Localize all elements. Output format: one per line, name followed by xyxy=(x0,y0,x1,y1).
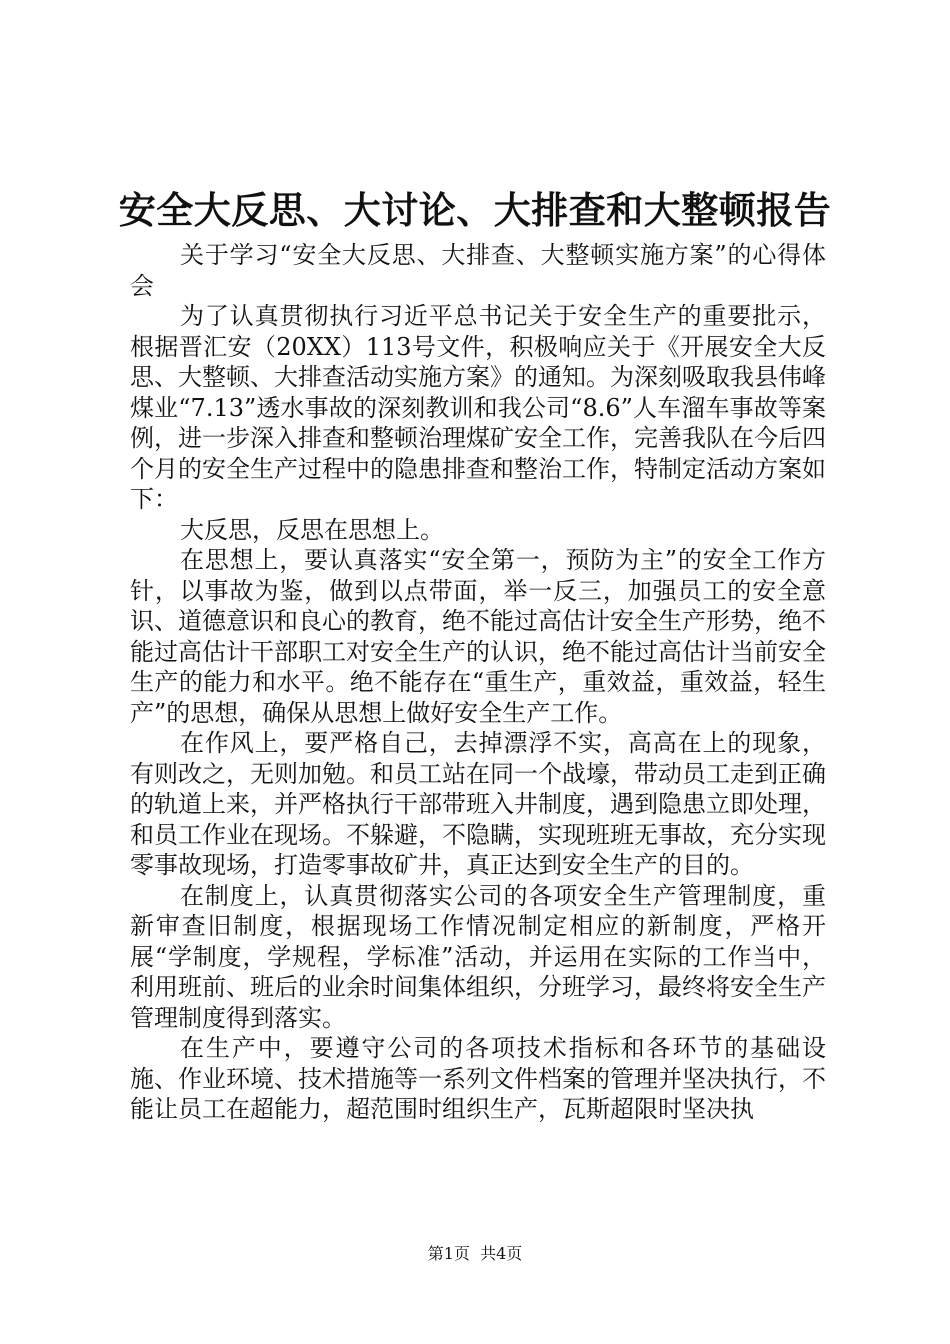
body-paragraph: 为了认真贯彻执行习近平总书记关于安全生产的重要批示，根据晋汇安（20XX）113号文件，积极响应关于《开展安全大反思、大整顿、大排查活动实施方案》的通知。为深刻吸取我县伟峰煤业“7.13”透水事故的深刻教训和我公司“8.6”人车溜车事故等案例，进一步深入排查和整顿治理煤矿安全工作，完善我队在今后四个月的安全生产过程中的隐患排查和整治工作，特制定活动方案如下： xyxy=(130,302,826,513)
body-paragraph: 在思想上，要认真落实“安全第一，预防为主”的安全工作方针，以事故为鉴，做到以点带面，举一反三，加强员工的安全意识、道德意识和良心的教育，绝不能过高估计安全生产形势，绝不能过高估计干部职工对安全生产的认识，绝不能过高估计当前安全生产的能力和水平。绝不能存在“重生产，重效益，重效益，轻生产”的思想，确保从思想上做好安全生产工作。 xyxy=(130,546,826,727)
body-paragraph: 关于学习“安全大反思、大排查、大整顿实施方案”的心得体会 xyxy=(130,241,826,300)
page-number: 第1页 共4页 xyxy=(427,1244,523,1263)
page-footer xyxy=(0,1244,950,1264)
body-paragraph: 在生产中，要遵守公司的各项技术指标和各环节的基础设施、作业环境、技术措施等一系列文件档案的管理并坚决执行，不能让员工在超能力，超范围时组织生产，瓦斯超限时坚决执 xyxy=(130,1034,826,1123)
body-paragraph: 在制度上，认真贯彻落实公司的各项安全生产管理制度，重新审查旧制度，根据现场工作情况制定相应的新制度，严格开展“学制度，学规程，学标准”活动，并运用在实际的工作当中，利用班前、班后的业余时间集体组织，分班学习，最终将安全生产管理制度得到落实。 xyxy=(130,881,826,1032)
body-paragraph: 在作风上，要严格自己，去掉漂浮不实，高高在上的现象，有则改之，无则加勉。和员工站在同一个战壕，带动员工走到正确的轨道上来，并严格执行干部带班入井制度，遇到隐患立即处理，和员工作业在现场。不躲避，不隐瞒，实现班班无事故，充分实现零事故现场，打造零事故矿井，真正达到安全生产的目的。 xyxy=(130,729,826,879)
body-paragraph: 大反思，反思在思想上。 xyxy=(180,515,444,544)
document-title: 安全大反思、大讨论、大排查和大整顿报告 xyxy=(118,188,832,232)
document-body xyxy=(130,240,826,1125)
